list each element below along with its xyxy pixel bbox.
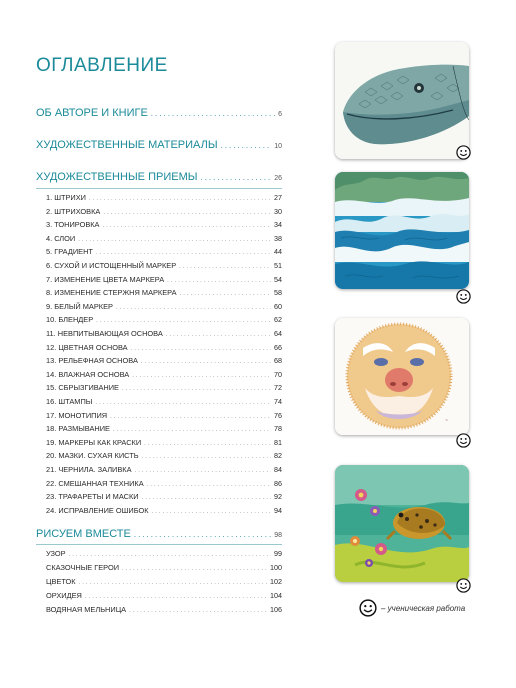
dot-leader (102, 223, 271, 229)
toc-entry (46, 370, 282, 384)
toc-entry-label: 22. СМЕШАННАЯ ТЕХНИКА (46, 478, 144, 488)
toc-page-number: 51 (274, 261, 282, 270)
toc-page-number: 72 (274, 383, 282, 393)
dot-leader (180, 291, 271, 297)
toc-entry-label: 6. СУХОЙ И ИСТОЩЕННЫЙ МАРКЕР (46, 261, 177, 270)
toc-entry-label: ЦВЕТОК (46, 577, 76, 586)
toc-page-number: 30 (274, 206, 282, 216)
dot-leader (151, 109, 275, 118)
toc-entry-label: 13. РЕЛЬЕФНАЯ ОСНОВА (46, 356, 138, 366)
toc-entry-label: ОРХИДЕЯ (46, 591, 82, 600)
toc-entry (46, 451, 282, 465)
page-title: ОГЛАВЛЕНИЕ (36, 55, 168, 76)
dot-leader (135, 468, 271, 474)
dot-leader (116, 305, 271, 311)
toc-entry-label: СКАЗОЧНЫЕ ГЕРОИ (46, 563, 120, 572)
toc-page-number: 38 (274, 233, 282, 243)
toc-entry-label: 2. ШТРИХОВКА (46, 206, 101, 216)
toc-entry-label: 16. ШТАМПЫ (46, 397, 93, 406)
toc-entry (46, 207, 282, 221)
dot-leader (152, 509, 271, 515)
toc-page-number: 27 (274, 193, 282, 202)
toc-page-number: 92 (274, 492, 282, 502)
toc-section-label: РИСУЕМ ВМЕСТЕ (36, 528, 131, 540)
toc-entry (46, 438, 282, 452)
toc-entry-label: 15. СБРЫЗГИВАНИЕ (46, 383, 119, 393)
dot-leader (110, 414, 271, 420)
toc-page-number: 84 (274, 465, 282, 474)
dot-leader (200, 173, 271, 182)
dot-leader (134, 530, 271, 539)
toc-section-draw-together (36, 528, 282, 540)
dot-leader (147, 482, 271, 488)
toc-section-label: ОБ АВТОРЕ И КНИГЕ (36, 107, 148, 119)
dot-leader (122, 386, 271, 392)
dot-leader (221, 141, 272, 150)
toc-entry (46, 479, 282, 493)
illustration-toad (335, 465, 469, 582)
toc-page-number: 64 (274, 329, 282, 338)
toc-entry-label: 8. ИЗМЕНЕНИЕ СТЕРЖНЯ МАРКЕРА (46, 288, 177, 298)
dot-leader (179, 264, 271, 270)
dot-leader (96, 250, 271, 256)
toc-page-number: 6 (278, 111, 282, 118)
dot-leader (132, 373, 271, 379)
toc-entry (46, 492, 282, 506)
toc-entry (46, 549, 282, 563)
toc-entry (46, 234, 282, 248)
dot-leader (167, 278, 271, 284)
toc-entry (46, 302, 282, 316)
dot-leader (142, 454, 271, 460)
toc-page-number: 26 (274, 175, 282, 182)
svg-text:~: ~ (445, 418, 448, 424)
toc-page-number: 86 (274, 478, 282, 488)
toc-entry-label: 21. ЧЕРНИЛА. ЗАЛИВКА (46, 465, 132, 474)
smiley-icon (359, 599, 377, 617)
illustration-face (335, 318, 469, 435)
section-rule (36, 544, 282, 545)
toc-section-techniques (36, 171, 282, 183)
toc-entry-label: 17. МОНОТИПИЯ (46, 410, 108, 420)
toc-page-number: 78 (274, 424, 282, 434)
toc-section-label: ХУДОЖЕСТВЕННЫЕ ПРИЕМЫ (36, 171, 198, 183)
smiley-icon (456, 289, 471, 304)
toc-entry-label: 5. ГРАДИЕНТ (46, 247, 93, 257)
smiley-icon (456, 145, 471, 160)
toc-entry (46, 563, 282, 577)
smiley-icon (456, 578, 471, 593)
toc-entry (46, 220, 282, 234)
toc-entry (46, 329, 282, 343)
dot-leader (95, 400, 271, 406)
dot-leader (131, 346, 271, 352)
legend (359, 599, 465, 617)
toc-entry-label: 23. ТРАФАРЕТЫ И МАСКИ (46, 492, 139, 502)
dot-leader (122, 566, 267, 572)
legend-text: – ученическая работа (381, 603, 466, 613)
toc-entry-label: 18. РАЗМЫВАНИЕ (46, 424, 110, 434)
toc-page-number: 54 (274, 274, 282, 284)
toc-entry (46, 397, 282, 411)
dot-leader (78, 237, 271, 243)
toc-page-number: 94 (274, 505, 282, 515)
dot-leader (129, 608, 267, 614)
toc-section-label: ХУДОЖЕСТВЕННЫЕ МАТЕРИАЛЫ (36, 139, 218, 151)
toc-entry (46, 411, 282, 425)
dot-leader (89, 196, 271, 202)
toc-page-number: 102 (270, 577, 282, 586)
toc-entry-label: 10. БЛЕНДЕР (46, 315, 94, 325)
toc-page-number: 100 (270, 563, 282, 572)
toc-page-number: 99 (274, 549, 282, 558)
toc-entry-label: 24. ИСПРАВЛЕНИЕ ОШИБОК (46, 505, 149, 515)
illustration-waves (335, 172, 469, 289)
toc-entry (46, 465, 282, 479)
dot-leader (142, 495, 271, 501)
toc-page-number: 66 (274, 342, 282, 352)
toc-page-number: 74 (274, 397, 282, 406)
toc-entry-label: 14. ВЛАЖНАЯ ОСНОВА (46, 369, 130, 379)
toc-page-number: 60 (274, 301, 282, 311)
toc-entry-label: 9. БЕЛЫЙ МАРКЕР (46, 301, 113, 311)
dot-leader (144, 441, 271, 447)
toc-entry-label: 12. ЦВЕТНАЯ ОСНОВА (46, 342, 128, 352)
toc-entry-label: 20. МАЗКИ. СУХАЯ КИСТЬ (46, 451, 139, 461)
toc-page-number: 106 (270, 605, 282, 614)
toc-entry (46, 577, 282, 591)
toc-entry (46, 193, 282, 207)
toc-page-number: 82 (274, 451, 282, 461)
toc-page-number: 104 (270, 591, 282, 600)
toc-entry (46, 275, 282, 289)
smiley-icon (456, 433, 471, 448)
toc-page-number: 98 (274, 532, 282, 539)
toc-entry (46, 424, 282, 438)
toc-page-number: 81 (274, 437, 282, 447)
toc-entry (46, 343, 282, 357)
toc-page-number: 62 (274, 315, 282, 325)
toc-entry-label: 4. СЛОИ (46, 233, 76, 243)
toc-entry (46, 356, 282, 370)
toc-entry (46, 605, 282, 619)
toc-entry-label: ВОДЯНАЯ МЕЛЬНИЦА (46, 605, 127, 614)
dot-leader (141, 359, 271, 365)
toc-page-number: 70 (274, 369, 282, 379)
illustration-lizard (335, 42, 469, 159)
toc-entry (46, 288, 282, 302)
toc-page-number: 76 (274, 410, 282, 420)
dot-leader (85, 594, 267, 600)
section-rule (36, 188, 282, 189)
toc-page-number: 44 (274, 247, 282, 257)
toc-page-number: 34 (274, 220, 282, 230)
dot-leader (103, 210, 271, 216)
toc-section-materials (36, 139, 282, 151)
toc-entry (46, 506, 282, 520)
dot-leader (69, 552, 271, 558)
toc-entry (46, 315, 282, 329)
toc-entry-label: 11. НЕВПИТЫВАЮЩАЯ ОСНОВА (46, 329, 163, 338)
toc-entry-label: 19. МАРКЕРЫ КАК КРАСКИ (46, 437, 142, 447)
dot-leader (113, 427, 271, 433)
toc-entry-label: 7. ИЗМЕНЕНИЕ ЦВЕТА МАРКЕРА (46, 274, 165, 284)
toc-entry (46, 591, 282, 605)
dot-leader (79, 580, 267, 586)
toc-page-number: 10 (274, 143, 282, 150)
toc-entry-label: 1. ШТРИХИ (46, 193, 86, 202)
toc-entry-label: УЗОР (46, 549, 66, 558)
dot-leader (96, 318, 271, 324)
toc-entry (46, 383, 282, 397)
toc-entry (46, 247, 282, 261)
dot-leader (166, 332, 271, 338)
toc-page-number: 58 (274, 288, 282, 298)
toc-page-number: 68 (274, 356, 282, 366)
toc-section-about (36, 107, 282, 119)
toc-entry (46, 261, 282, 275)
toc-entry-label: 3. ТОНИРОВКА (46, 220, 100, 230)
